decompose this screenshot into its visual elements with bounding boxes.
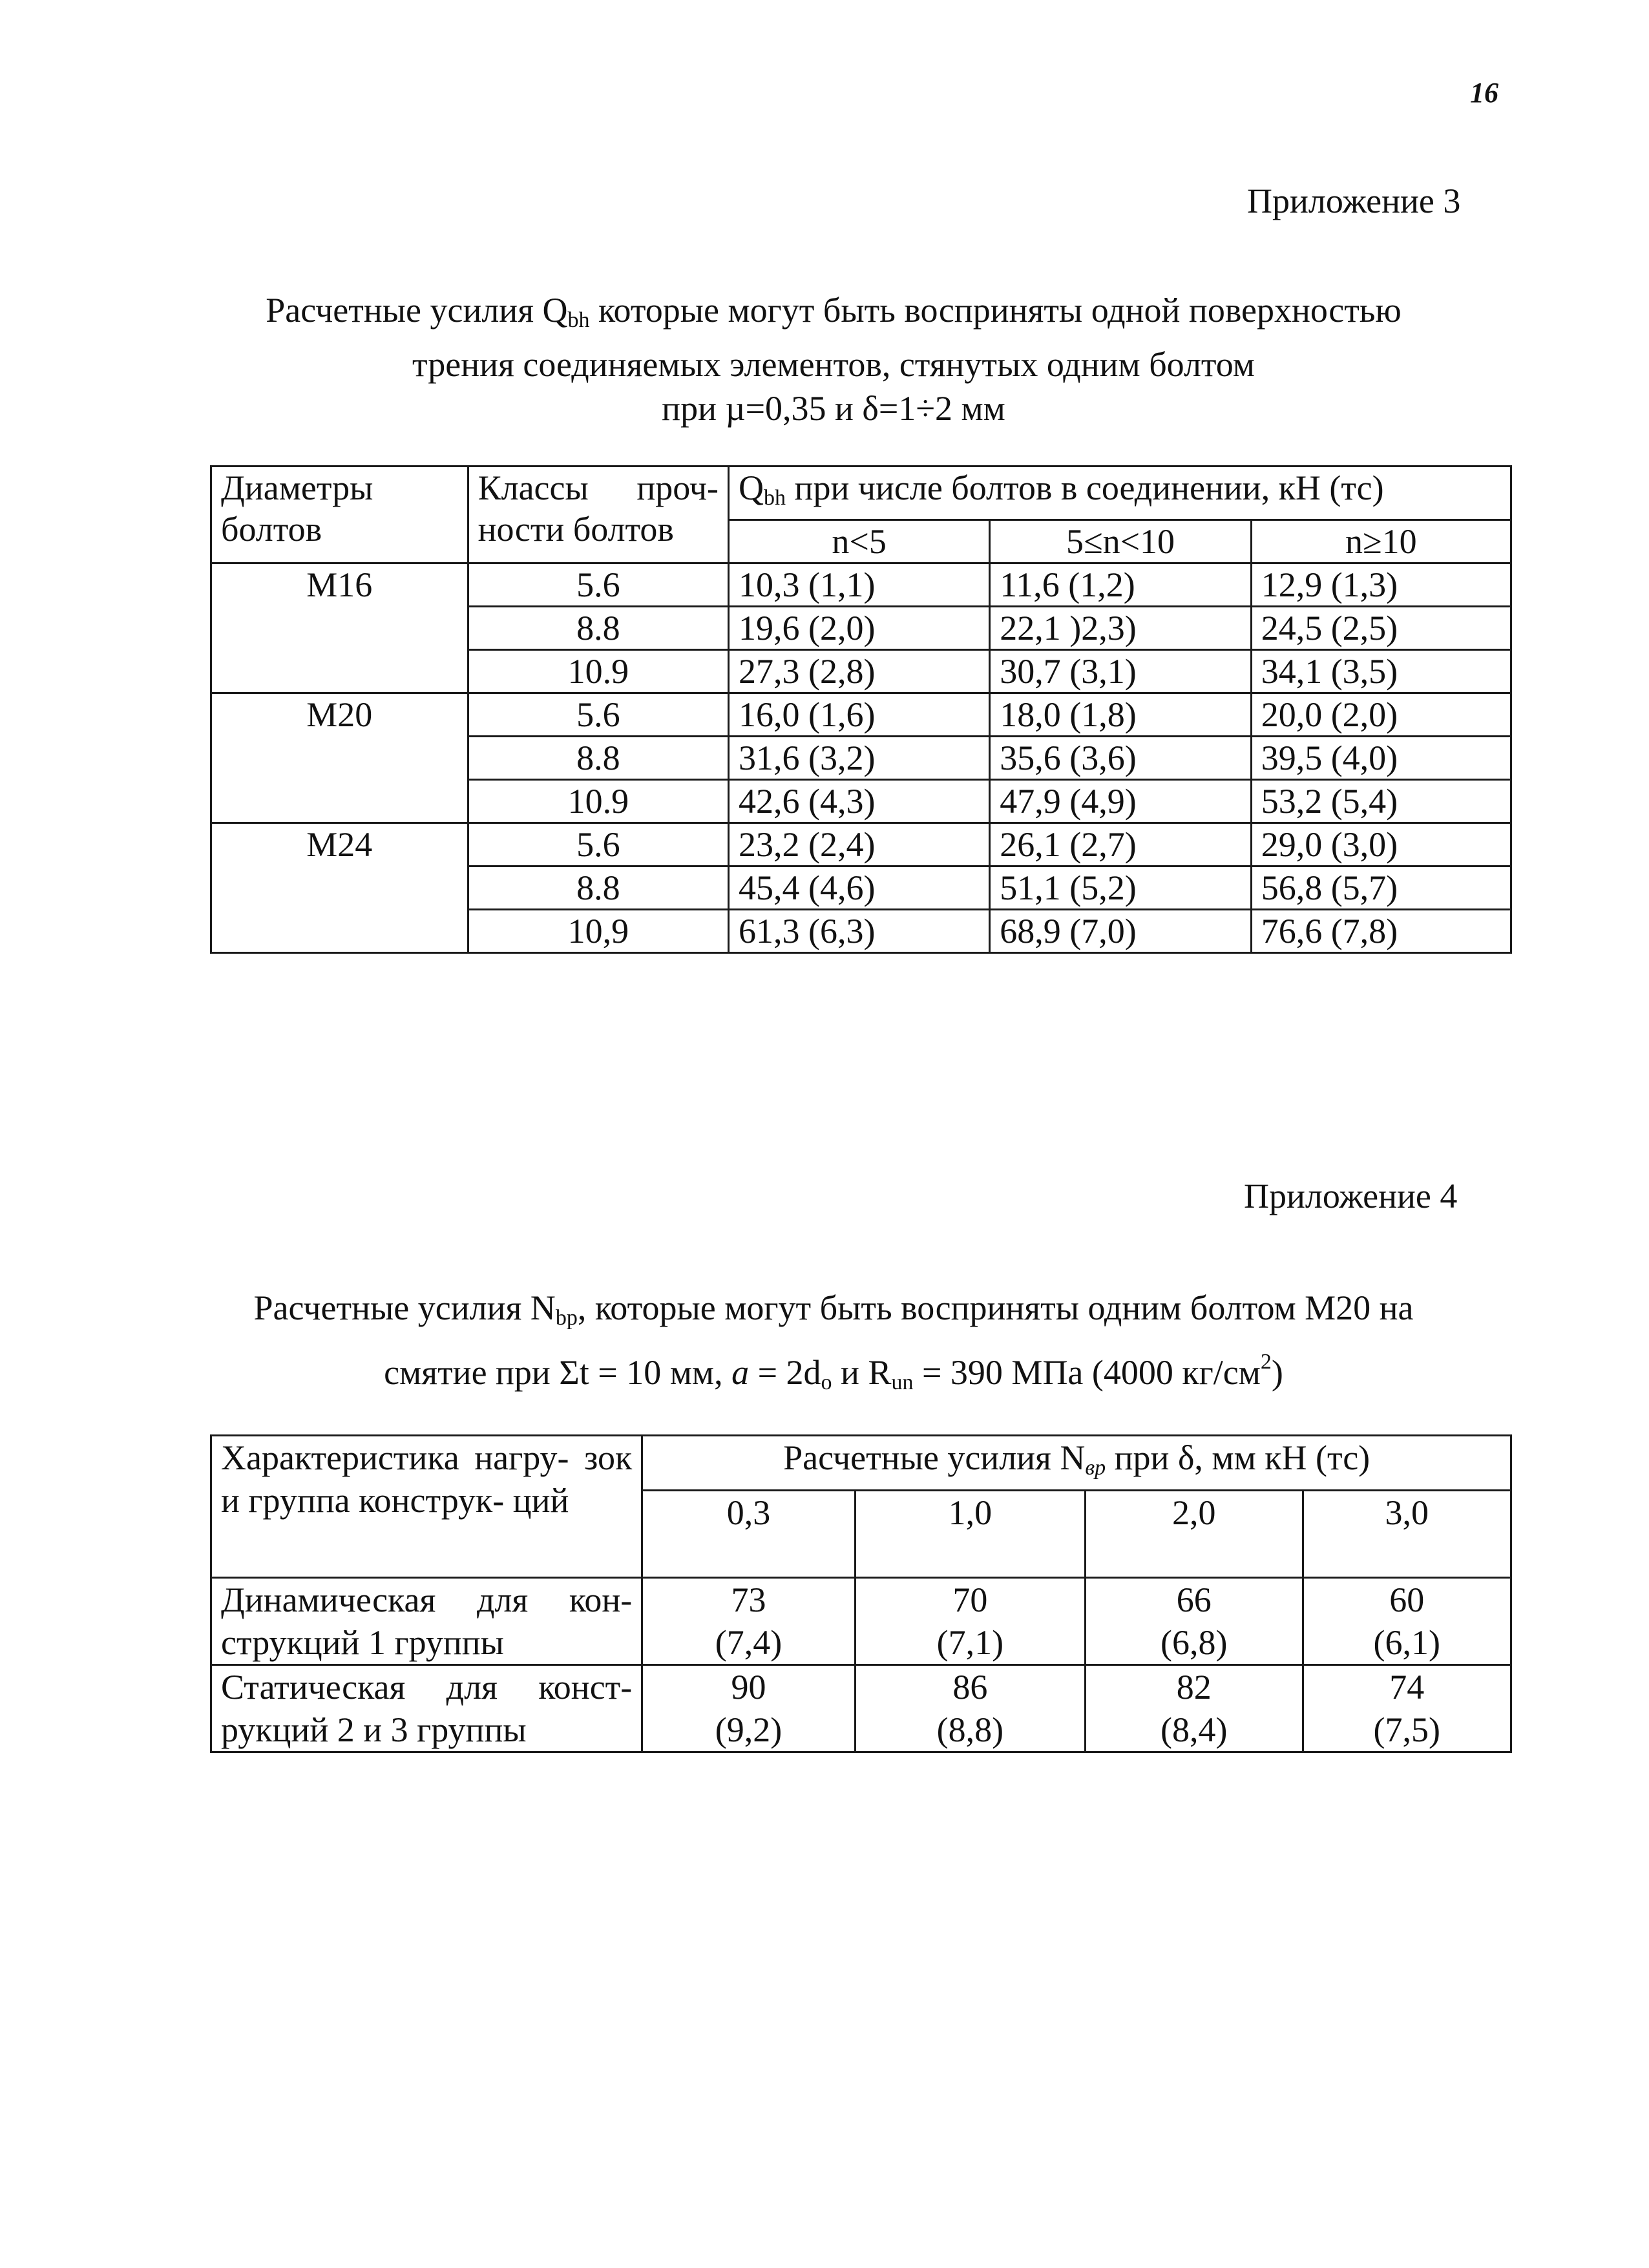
- value-cell: 45,4 (4,6): [729, 866, 990, 910]
- value-cell: 10,3 (1,1): [729, 563, 990, 607]
- value-cell: 47,9 (4,9): [990, 780, 1251, 823]
- header-strength-classes: Классы проч- ности болтов: [468, 467, 728, 563]
- value-cell: 27,3 (2,8): [729, 650, 990, 693]
- appendix-3-title-line-1: Расчетные усилия $Q_{bh}$ которые могут быть восприняты одной поверхностью: [266, 291, 1402, 332]
- table-row: [211, 563, 1511, 607]
- header-design-forces: Расчетные усилия $N_{вр}$ при δ, мм кН (тс): [642, 1436, 1511, 1491]
- header-n-5-to-10: 5≤n<10: [990, 520, 1251, 563]
- diameter-cell: М20: [211, 693, 468, 823]
- appendix-3-label: Приложение 3: [1247, 182, 1461, 220]
- value-cell: 70 (7,1): [855, 1578, 1085, 1665]
- row-label-static: Статическая для конст- рукций 2 и 3 группы: [211, 1665, 642, 1752]
- header-n-less-5: n<5: [729, 520, 990, 563]
- header-n-ge-10: n≥10: [1251, 520, 1511, 563]
- value-cell: 22,1 )2,3): [990, 607, 1251, 650]
- header-delta-1-0: 1,0: [855, 1491, 1085, 1578]
- class-cell: 10.9: [468, 650, 728, 693]
- table-row: [211, 693, 1511, 737]
- value-cell: 34,1 (3,5): [1251, 650, 1511, 693]
- value-cell: 11,6 (1,2): [990, 563, 1251, 607]
- class-cell: 5.6: [468, 823, 728, 866]
- class-cell: 8.8: [468, 607, 728, 650]
- appendix-4-title: [162, 1286, 1506, 1405]
- value-cell: 20,0 (2,0): [1251, 693, 1511, 737]
- table-row: [211, 1665, 1511, 1752]
- table-header-row: [211, 467, 1511, 520]
- value-cell: 61,3 (6,3): [729, 910, 990, 953]
- header-load-characteristic: Характеристика нагру- зок и группа конструк- ций: [211, 1436, 642, 1578]
- header-qbh: $Q_{bh}$ при числе болтов в соединении, кН (тс): [729, 467, 1511, 520]
- value-cell: 68,9 (7,0): [990, 910, 1251, 953]
- page-number: 16: [1470, 77, 1498, 109]
- header-delta-3-0: 3,0: [1303, 1491, 1511, 1578]
- value-cell: 86 (8,8): [855, 1665, 1085, 1752]
- diameter-cell: М16: [211, 563, 468, 693]
- value-cell: 73 (7,4): [642, 1578, 855, 1665]
- class-cell: 8.8: [468, 866, 728, 910]
- header-diameters: Диаметры болтов: [211, 467, 468, 563]
- value-cell: 66 (6,8): [1086, 1578, 1303, 1665]
- value-cell: 42,6 (4,3): [729, 780, 990, 823]
- header-delta-0-3: 0,3: [642, 1491, 855, 1578]
- bolt-friction-table: [210, 465, 1512, 954]
- value-cell: 60 (6,1): [1303, 1578, 1511, 1665]
- class-cell: 5.6: [468, 693, 728, 737]
- value-cell: 31,6 (3,2): [729, 737, 990, 780]
- value-cell: 53,2 (5,4): [1251, 780, 1511, 823]
- class-cell: 10,9: [468, 910, 728, 953]
- value-cell: 19,6 (2,0): [729, 607, 990, 650]
- value-cell: 16,0 (1,6): [729, 693, 990, 737]
- diameter-cell: М24: [211, 823, 468, 953]
- value-cell: 76,6 (7,8): [1251, 910, 1511, 953]
- class-cell: 10.9: [468, 780, 728, 823]
- value-cell: 51,1 (5,2): [990, 866, 1251, 910]
- class-cell: 8.8: [468, 737, 728, 780]
- value-cell: 82 (8,4): [1086, 1665, 1303, 1752]
- value-cell: 12,9 (1,3): [1251, 563, 1511, 607]
- row-label-dynamic: Динамическая для кон- струкций 1 группы: [211, 1578, 642, 1665]
- appendix-4-title-line-2: смятие при Σt = 10 мм, $a = 2d_o$ и $R_{un} = 390$ МПа (4000 $кг/см^2$): [384, 1350, 1283, 1394]
- value-cell: 74 (7,5): [1303, 1665, 1511, 1752]
- appendix-4-label: Приложение 4: [1244, 1177, 1458, 1215]
- value-cell: 35,6 (3,6): [990, 737, 1251, 780]
- table-row: [211, 1578, 1511, 1665]
- appendix-3-title-line-2: трения соединяемых элементов, стянутых одним болтом: [412, 345, 1255, 384]
- bolt-bearing-table: [210, 1434, 1512, 1753]
- value-cell: 90 (9,2): [642, 1665, 855, 1752]
- appendix-3-title: [162, 288, 1506, 430]
- appendix-4-title-line-1: Расчетные усилия $N_{bp}$, которые могут быть восприняты одним болтом М20 на: [253, 1288, 1414, 1330]
- class-cell: 5.6: [468, 563, 728, 607]
- value-cell: 26,1 (2,7): [990, 823, 1251, 866]
- table-header-row: [211, 1436, 1511, 1491]
- value-cell: 56,8 (5,7): [1251, 866, 1511, 910]
- value-cell: 18,0 (1,8): [990, 693, 1251, 737]
- value-cell: 30,7 (3,1): [990, 650, 1251, 693]
- header-delta-2-0: 2,0: [1086, 1491, 1303, 1578]
- appendix-3-title-line-3: при µ=0,35 и δ=1÷2 мм: [662, 389, 1005, 428]
- table-row: [211, 823, 1511, 866]
- value-cell: 24,5 (2,5): [1251, 607, 1511, 650]
- value-cell: 23,2 (2,4): [729, 823, 990, 866]
- value-cell: 29,0 (3,0): [1251, 823, 1511, 866]
- value-cell: 39,5 (4,0): [1251, 737, 1511, 780]
